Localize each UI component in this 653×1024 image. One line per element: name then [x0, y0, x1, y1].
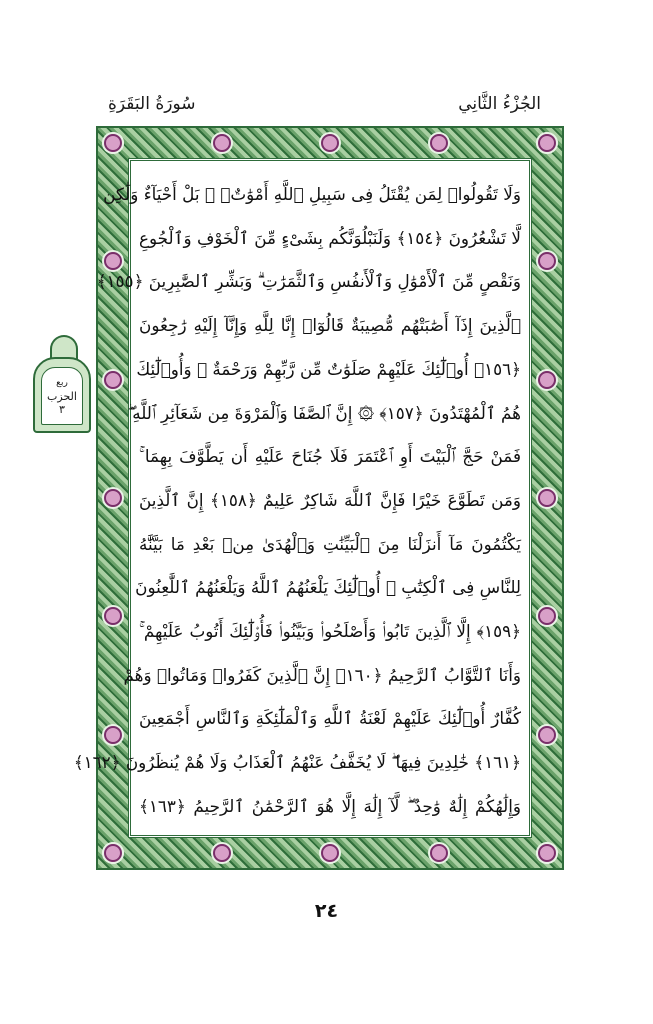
rosette-icon: [538, 252, 556, 270]
verse-line: ﴿١٥٩﴾ إِلَّا ٱلَّذِينَ تَابُوا۟ وَأَصْلَحُوا۟ وَبَيَّنُوا۟ فَأُو۟لَٰٓئِكَ أَتُوبُ عَلَيْهِمْ ۚ: [139, 621, 521, 642]
rosette-icon: [104, 489, 122, 507]
verse-line: وَإِلَٰهُكُمْ إِلَٰهٌ وَٰحِدٌ ۖ لَّآ إِلَٰهَ إِلَّا هُوَ ٱلرَّحْمَٰنُ ٱلرَّحِيمُ ﴿١٦٣﴾: [139, 795, 521, 816]
verse-line: لَّا تَشْعُرُونَ ﴿١٥٤﴾ وَلَنَبْلُوَنَّكُم بِشَىْءٍ مِّنَ ٱلْخَوْفِ وَٱلْجُوعِ: [139, 227, 522, 248]
rosette-icon: [104, 726, 122, 744]
border-ornament-right: [532, 128, 562, 868]
rosette-icon: [104, 371, 122, 389]
border-ornament-top: [98, 128, 562, 158]
verse-lines: [73, 179, 522, 821]
rosette-icon: [430, 844, 448, 862]
verse-line: يَكْتُمُونَ مَآ أَنزَلْنَا مِنَ ٱلْبَيِّنَٰتِ وَٱلْهُدَىٰ مِنۢ بَعْدِ مَا بَيَّنَّٰهُ: [139, 533, 521, 554]
hizb-marker: [33, 335, 91, 435]
page-number: ٢٤: [314, 900, 339, 922]
rosette-icon: [321, 134, 339, 152]
rosette-icon: [104, 134, 122, 152]
rosette-icon: [538, 726, 556, 744]
verse-line: وَلَا تَقُولُوا۟ لِمَن يُقْتَلُ فِى سَبِيلِ ٱللَّهِ أَمْوَٰتٌۢ ۚ بَلْ أَحْيَآءٌ وَلَٰكِن: [103, 184, 521, 204]
verse-line: فَمَنْ حَجَّ ٱلْبَيْتَ أَوِ ٱعْتَمَرَ فَلَا جُنَاحَ عَلَيْهِ أَن يَطَّوَّفَ بِهِمَا ۚ: [139, 446, 521, 467]
surah-name: سُورَةُ البَقَرَةِ: [108, 94, 196, 114]
hizb-quarter-label: ربع: [56, 377, 68, 388]
verse-line: وَمَن تَطَوَّعَ خَيْرًا فَإِنَّ ٱللَّهَ شَاكِرٌ عَلِيمٌ ﴿١٥٨﴾ إِنَّ ٱلَّذِينَ: [139, 489, 521, 510]
verse-line: ﴿١٦١﴾ خَٰلِدِينَ فِيهَا ۖ لَا يُخَفَّفُ عَنْهُمُ ٱلْعَذَابُ وَلَا هُمْ يُنظَرُونَ ﴿١٦٢﴾: [73, 752, 521, 773]
rosette-icon: [538, 371, 556, 389]
juz-name: الجُزْءُ الثَّانِي: [458, 94, 541, 114]
rosette-icon: [104, 607, 122, 625]
text-panel: [73, 158, 532, 838]
rosette-icon: [321, 844, 339, 862]
rosette-icon: [104, 844, 122, 862]
rosette-icon: [430, 134, 448, 152]
verse-line: وَأَنَا ٱلتَّوَّابُ ٱلرَّحِيمُ ﴿١٦٠﴾ إِنَّ ٱلَّذِينَ كَفَرُوا۟ وَمَاتُوا۟ وَهُمْ: [123, 664, 521, 685]
verse-line: ٱلَّذِينَ إِذَآ أَصَٰبَتْهُم مُّصِيبَةٌ قَالُوٓا۟ إِنَّا لِلَّهِ وَإِنَّآ إِلَيْهِ رَٰجِعُونَ: [139, 315, 521, 336]
rosette-icon: [538, 844, 556, 862]
verse-line: هُمُ ٱلْمُهْتَدُونَ ﴿١٥٧﴾ ۞ إِنَّ ٱلصَّفَا وَٱلْمَرْوَةَ مِن شَعَآئِرِ ٱللَّهِ ۖ: [128, 402, 521, 423]
rosette-icon: [538, 607, 556, 625]
rosette-icon: [213, 844, 231, 862]
border-ornament-bottom: [98, 838, 562, 868]
page-border-frame: [73, 126, 564, 870]
rosette-icon: [538, 489, 556, 507]
hizb-label: الحزب: [47, 389, 77, 403]
hizb-marker-frame: [33, 357, 91, 433]
verse-line: كُفَّارٌ أُو۟لَٰٓئِكَ عَلَيْهِمْ لَعْنَةُ ٱللَّهِ وَٱلْمَلَٰٓئِكَةِ وَٱلنَّاسِ أَجْمَعِينَ: [139, 708, 521, 729]
verse-line: لِلنَّاسِ فِى ٱلْكِتَٰبِ ۙ أُو۟لَٰٓئِكَ يَلْعَنُهُمُ ٱللَّهُ وَيَلْعَنُهُمُ ٱللَّٰعِنُونَ: [135, 577, 521, 598]
verse-line: ﴿١٥٦﴾ أُو۟لَٰٓئِكَ عَلَيْهِمْ صَلَوَٰتٌ مِّن رَّبِّهِمْ وَرَحْمَةٌ ۖ وَأُو۟لَٰٓئِكَ: [136, 358, 521, 379]
rosette-icon: [213, 134, 231, 152]
verse-line: وَنَقْصٍ مِّنَ ٱلْأَمْوَٰلِ وَٱلْأَنفُسِ وَٱلثَّمَرَٰتِ ۗ وَبَشِّرِ ٱلصَّٰبِرِينَ ﴿١٥٥﴾: [96, 271, 521, 292]
rosette-icon: [538, 134, 556, 152]
hizb-number: ٣: [59, 402, 65, 416]
